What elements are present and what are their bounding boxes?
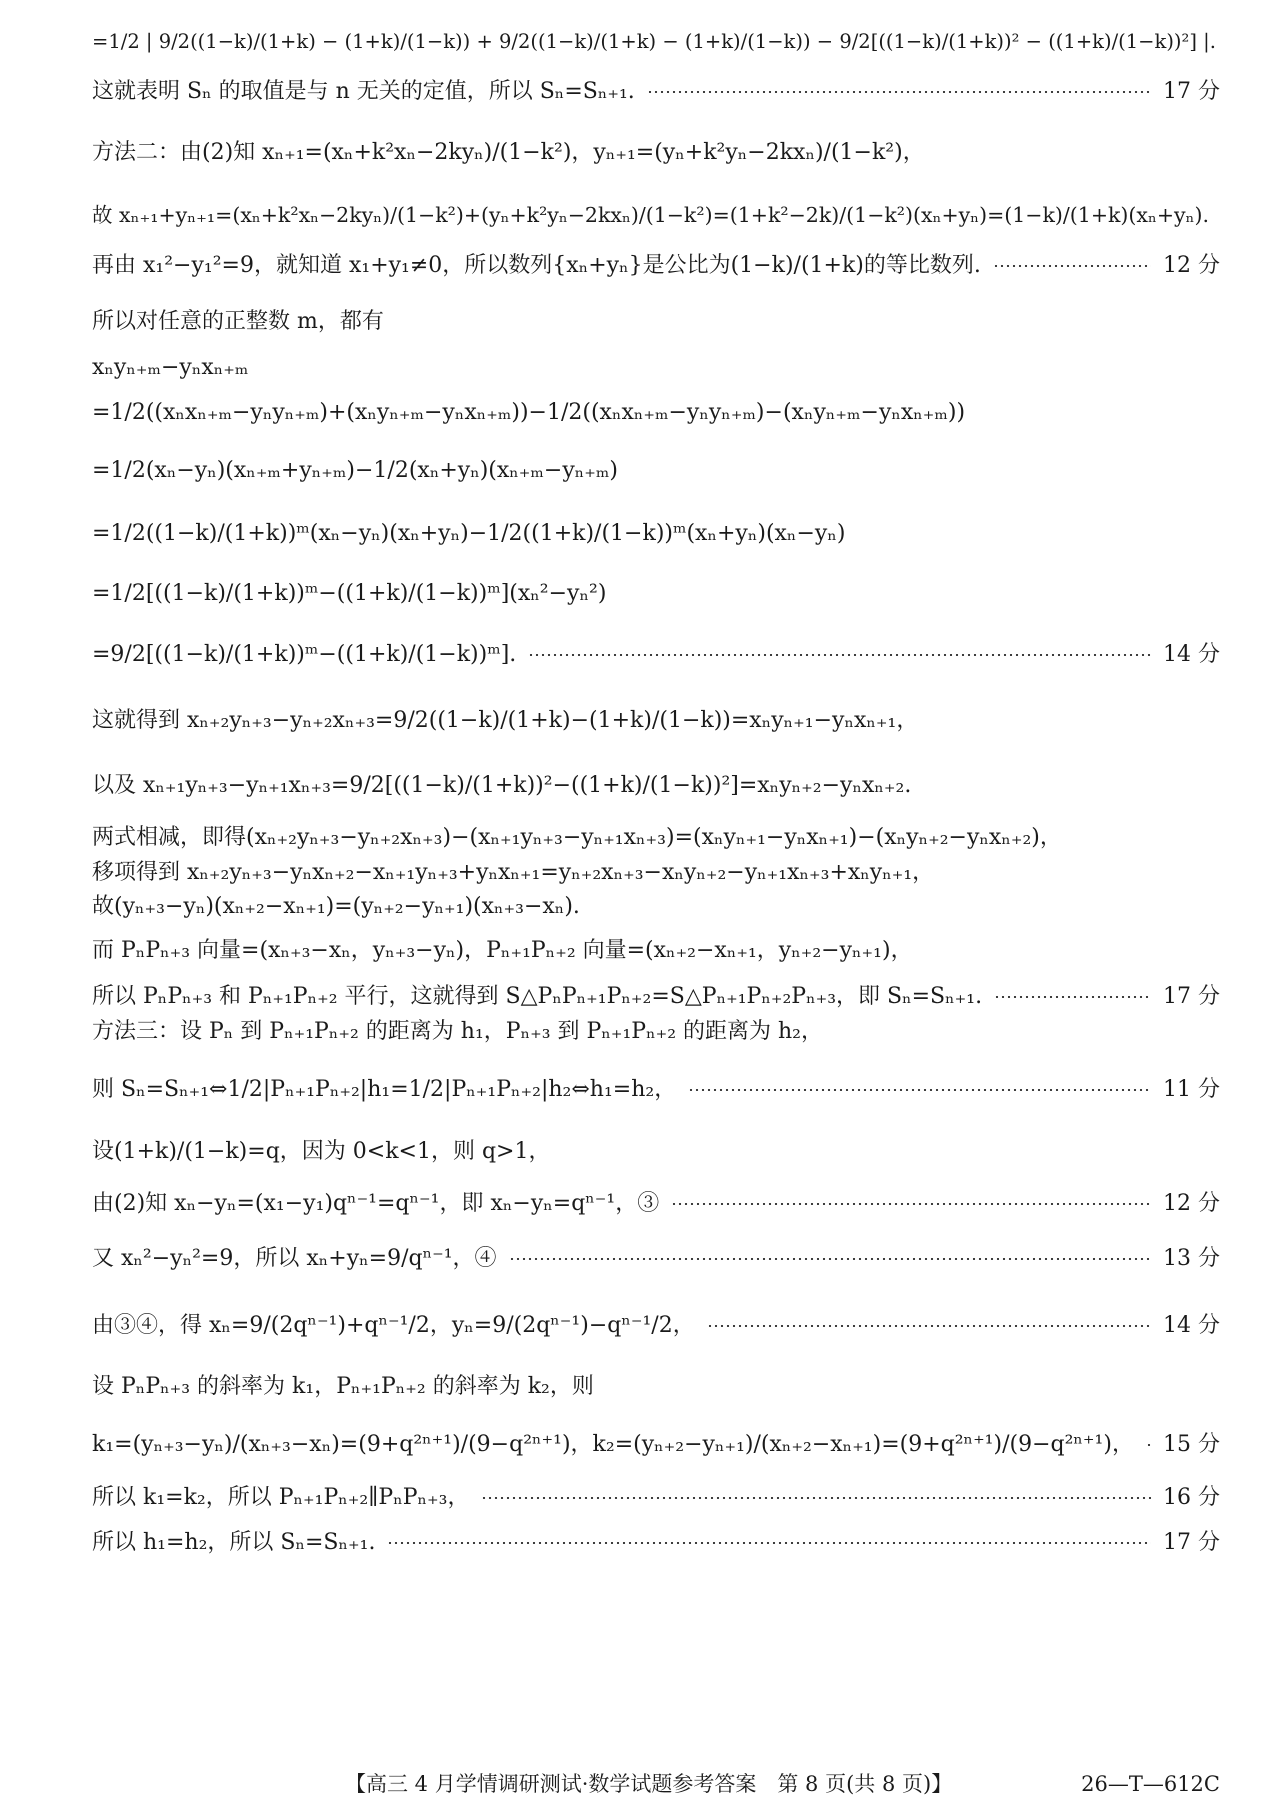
line-text: 而 PₙPₙ₊₃ 向量=(xₙ₊₃−xₙ，yₙ₊₃−yₙ)，Pₙ₊₁Pₙ₊₂ 向量=(xₙ₊₂−xₙ₊₁，yₙ₊₂−yₙ₊₁)， [92, 938, 913, 963]
solution-line [92, 519, 1220, 549]
line-text: 故 xₙ₊₁+yₙ₊₁=(xₙ+k²xₙ−2kyₙ)/(1−k²)+(yₙ+k²yₙ−2kxₙ)/(1−k²)=(1+k²−2k)/(1−k²)(xₙ+yₙ)=(1−k)/(1+k)(xₙ+yₙ). [92, 203, 1209, 227]
line-text: 这就得到 xₙ₊₂yₙ₊₃−yₙ₊₂xₙ₊₃=9/2((1−k)/(1+k)−(1+k)/(1−k))=xₙyₙ₊₁−yₙxₙ₊₁， [92, 708, 919, 733]
solution-line [92, 1528, 1220, 1558]
solution-line [92, 456, 1220, 486]
solution-line [92, 1189, 1220, 1219]
leader-dots [528, 654, 1151, 656]
solution-line [92, 353, 1220, 383]
line-text: =1/2((xₙxₙ₊ₘ−yₙyₙ₊ₘ)+(xₙyₙ₊ₘ−yₙxₙ₊ₘ))−1/2((xₙxₙ₊ₘ−yₙyₙ₊ₘ)−(xₙyₙ₊ₘ−yₙxₙ₊ₘ)) [92, 400, 966, 425]
score-label: 15 分 [1163, 1432, 1220, 1457]
solution-line [92, 77, 1220, 107]
line-text: 设(1+k)/(1−k)=q，因为 0<k<1，则 q>1， [92, 1139, 551, 1164]
solution-line [92, 982, 1220, 1012]
line-text: 所以 PₙPₙ₊₃ 和 Pₙ₊₁Pₙ₊₂ 平行，这就得到 S△PₙPₙ₊₁Pₙ₊₂=S△Pₙ₊₁Pₙ₊₂Pₙ₊₃，即 Sₙ=Sₙ₊₁. [92, 984, 983, 1009]
line-text: 这就表明 Sₙ 的取值是与 n 无关的定值，所以 Sₙ=Sₙ₊₁. [92, 79, 635, 104]
solution-line [92, 27, 1220, 57]
score-label: 11 分 [1163, 1077, 1220, 1102]
solution-line [92, 138, 1220, 168]
solution-line [92, 307, 1220, 337]
footer-code: 26—T—612C [1081, 1772, 1220, 1796]
line-text: 两式相减，即得(xₙ₊₂yₙ₊₃−yₙ₊₂xₙ₊₃)−(xₙ₊₁yₙ₊₃−yₙ₊₁xₙ₊₃)=(xₙyₙ₊₁−yₙxₙ₊₁)−(xₙyₙ₊₂−yₙxₙ₊₂)， [92, 825, 1062, 850]
leader-dots [481, 1497, 1151, 1499]
line-text: 方法二：由(2)知 xₙ₊₁=(xₙ+k²xₙ−2kyₙ)/(1−k²)，yₙ₊₁=(yₙ+k²yₙ−2kxₙ)/(1−k²)， [92, 140, 925, 165]
line-text: 由③④，得 xₙ=9/(2qⁿ⁻¹)+qⁿ⁻¹/2，yₙ=9/(2qⁿ⁻¹)−qⁿ⁻¹/2， [92, 1313, 695, 1338]
line-text: 再由 x₁²−y₁²=9，就知道 x₁+y₁≠0，所以数列{xₙ+yₙ}是公比为(1−k)/(1+k)的等比数列. [92, 253, 981, 278]
line-text: 移项得到 xₙ₊₂yₙ₊₃−yₙxₙ₊₂−xₙ₊₁yₙ₊₃+yₙxₙ₊₁=yₙ₊₂xₙ₊₃−xₙyₙ₊₂−yₙ₊₁xₙ₊₃+xₙyₙ₊₁， [92, 860, 935, 885]
line-text: 方法三：设 Pₙ 到 Pₙ₊₁Pₙ₊₂ 的距离为 h₁，Pₙ₊₃ 到 Pₙ₊₁Pₙ₊₂ 的距离为 h₂， [92, 1019, 823, 1044]
line-text: 设 PₙPₙ₊₃ 的斜率为 k₁，Pₙ₊₁Pₙ₊₂ 的斜率为 k₂，则 [92, 1374, 594, 1399]
leader-dots [994, 996, 1151, 998]
solution-line [92, 398, 1220, 428]
leader-dots [688, 1089, 1151, 1091]
line-text: =9/2[((1−k)/(1+k))ᵐ−((1+k)/(1−k))ᵐ]. [92, 642, 517, 667]
score-label: 12 分 [1163, 1191, 1220, 1216]
score-label: 12 分 [1163, 253, 1220, 278]
line-text: 所以 k₁=k₂，所以 Pₙ₊₁Pₙ₊₂∥PₙPₙ₊₃， [92, 1485, 470, 1510]
footer-title: 【高三 4 月学情调研测试·数学试题参考答案 第 8 页(共 8 页)】 [345, 1772, 953, 1796]
solution-line [92, 579, 1220, 609]
score-label: 13 分 [1163, 1246, 1220, 1271]
line-text: =1/2[((1−k)/(1+k))ᵐ−((1+k)/(1−k))ᵐ](xₙ²−yₙ²) [92, 581, 607, 606]
solution-line [92, 1483, 1220, 1513]
leader-dots [647, 91, 1151, 93]
leader-dots [993, 265, 1151, 267]
line-text: 又 xₙ²−yₙ²=9，所以 xₙ+yₙ=9/qⁿ⁻¹，④ [92, 1246, 497, 1271]
solution-line [92, 1137, 1220, 1167]
line-text: 则 Sₙ=Sₙ₊₁⇔1/2|Pₙ₊₁Pₙ₊₂|h₁=1/2|Pₙ₊₁Pₙ₊₂|h₂⇔h₁=h₂， [92, 1077, 677, 1102]
line-text: xₙyₙ₊ₘ−yₙxₙ₊ₘ [92, 355, 249, 380]
line-text: k₁=(yₙ₊₃−yₙ)/(xₙ₊₃−xₙ)=(9+q²ⁿ⁺¹)/(9−q²ⁿ⁺¹)，k₂=(yₙ₊₂−yₙ₊₁)/(xₙ₊₂−xₙ₊₁)=(9+q²ⁿ⁺¹)/(9−q²ⁿ⁺¹)， [92, 1432, 1134, 1457]
score-label: 17 分 [1163, 984, 1220, 1009]
line-text: =1/2((1−k)/(1+k))ᵐ(xₙ−yₙ)(xₙ+yₙ)−1/2((1+k)/(1−k))ᵐ(xₙ+yₙ)(xₙ−yₙ) [92, 521, 846, 546]
solution-line [92, 640, 1220, 670]
solution-line [92, 706, 1220, 736]
solution-line [92, 858, 1220, 888]
solution-line [92, 251, 1220, 281]
leader-dots [387, 1542, 1151, 1544]
solution-line [92, 892, 1220, 922]
solution-line [92, 200, 1220, 230]
score-label: 17 分 [1163, 1530, 1220, 1555]
line-text: 由(2)知 xₙ−yₙ=(x₁−y₁)qⁿ⁻¹=qⁿ⁻¹，即 xₙ−yₙ=qⁿ⁻¹，③ [92, 1191, 660, 1216]
score-label: 14 分 [1163, 642, 1220, 667]
solution-line [92, 1372, 1220, 1402]
leader-dots [509, 1258, 1151, 1260]
line-text: 以及 xₙ₊₁yₙ₊₃−yₙ₊₁xₙ₊₃=9/2[((1−k)/(1+k))²−((1+k)/(1−k))²]=xₙyₙ₊₂−yₙxₙ₊₂. [92, 773, 912, 798]
leader-dots [707, 1325, 1151, 1327]
line-text: 所以 h₁=h₂，所以 Sₙ=Sₙ₊₁. [92, 1530, 376, 1555]
solution-line [92, 1430, 1220, 1460]
line-text: 故(yₙ₊₃−yₙ)(xₙ₊₂−xₙ₊₁)=(yₙ₊₂−yₙ₊₁)(xₙ₊₃−xₙ). [92, 894, 580, 919]
line-text: 所以对任意的正整数 m，都有 [92, 309, 384, 334]
line-text: =1/2 | 9/2((1−k)/(1+k) − (1+k)/(1−k)) + 9/2((1−k)/(1+k) − (1+k)/(1−k)) − 9/2[((1−k)/(1+k))² − ((1+k)/(1−k))²] |. [92, 30, 1216, 53]
score-label: 17 分 [1163, 79, 1220, 104]
solution-line [92, 823, 1220, 853]
solution-line [92, 771, 1220, 801]
solution-line [92, 1311, 1220, 1341]
score-label: 14 分 [1163, 1313, 1220, 1338]
leader-dots [671, 1203, 1151, 1205]
score-label: 16 分 [1163, 1485, 1220, 1510]
line-text: =1/2(xₙ−yₙ)(xₙ₊ₘ+yₙ₊ₘ)−1/2(xₙ+yₙ)(xₙ₊ₘ−yₙ₊ₘ) [92, 458, 618, 483]
solution-line [92, 936, 1220, 966]
solution-line [92, 1244, 1220, 1274]
solution-line [92, 1075, 1220, 1105]
solution-line [92, 1017, 1220, 1047]
leader-dots [1146, 1444, 1151, 1446]
